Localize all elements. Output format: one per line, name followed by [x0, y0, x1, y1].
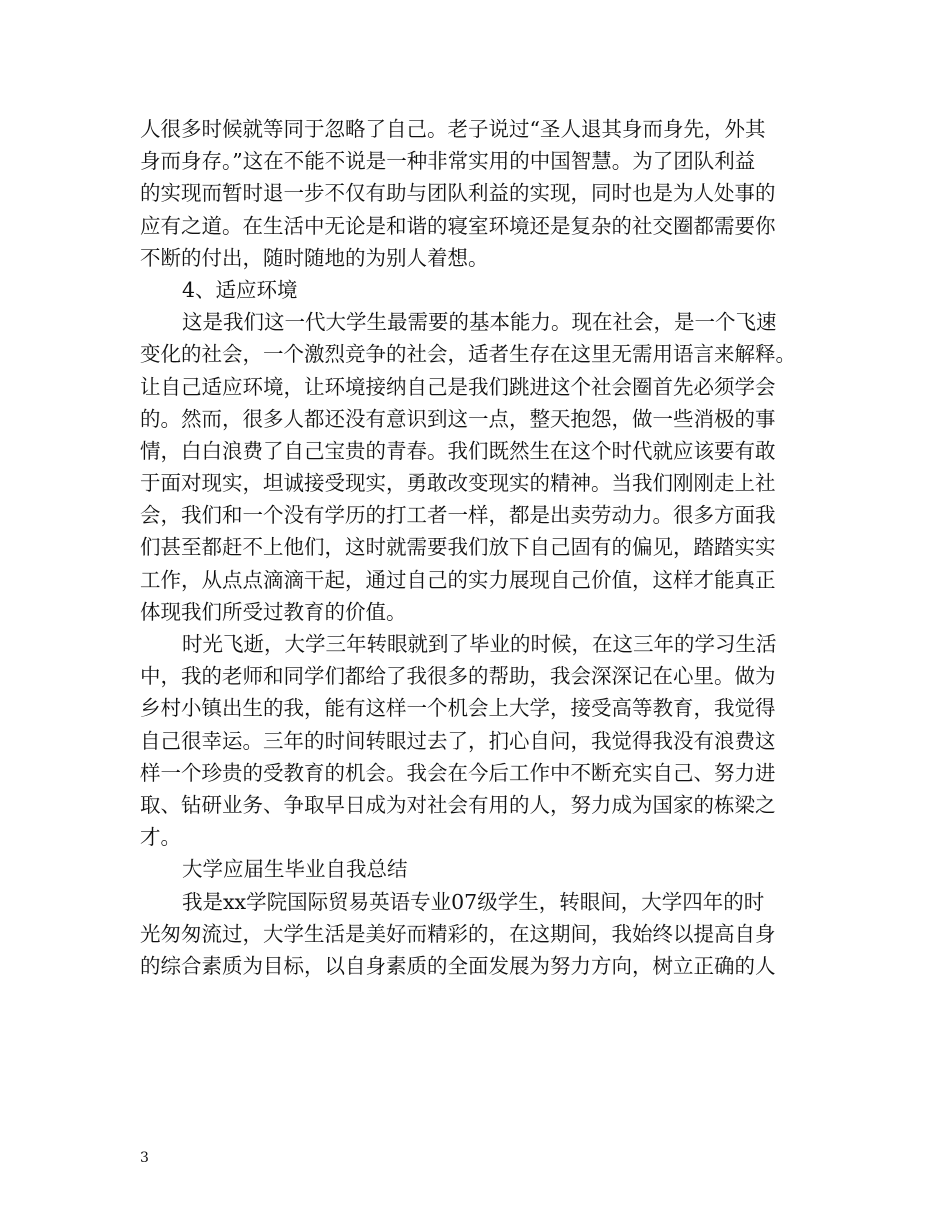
text-line: 样一个珍贵的受教育的机会。我会在今后工作中不断充实自己、努力进 [140, 760, 776, 785]
text-line: 的实现而暂时退一步不仅有助与团队利益的实现，同时也是为人处事的 [140, 181, 776, 206]
text-line: 应有之道。在生活中无论是和谐的寝室环境还是复杂的社交圈都需要你 [140, 213, 776, 238]
text-line: 的综合素质为目标，以自身素质的全面发展为努力方向，树立正确的人 [140, 953, 776, 978]
text-line: 光匆匆流过，大学生活是美好而精彩的，在这期间，我始终以提高自身 [140, 921, 776, 946]
text-line: 变化的社会，一个激烈竞争的社会，适者生存在这里无需用语言来解释。 [140, 342, 796, 367]
section-heading: 4、适应环境 [182, 277, 298, 302]
text-line: 时光飞逝，大学三年转眼就到了毕业的时候，在这三年的学习生活 [182, 632, 777, 656]
text-line: 我是xx学院国际贸易英语专业07级学生，转眼间，大学四年的时 [182, 889, 765, 914]
text-line: 于面对现实，坦诚接受现实，勇敢改变现实的精神。当我们刚刚走上社 [140, 471, 776, 496]
text-line: 乡村小镇出生的我，能有这样一个机会上大学，接受高等教育，我觉得 [140, 696, 776, 721]
section-heading: 大学应届生毕业自我总结 [182, 857, 408, 882]
text-line: 取、钻研业务、争取早日成为对社会有用的人，努力成为国家的栋梁之 [140, 792, 776, 817]
body-text [140, 113, 815, 982]
text-line: 们甚至都赶不上他们，这时就需要我们放下自己固有的偏见，踏踏实实 [140, 535, 776, 560]
text-line: 会，我们和一个没有学历的打工者一样，都是出卖劳动力。很多方面我 [140, 503, 776, 528]
text-line: 中，我的老师和同学们都给了我很多的帮助，我会深深记在心里。做为 [140, 664, 776, 689]
text-line: 让自己适应环境，让环境接纳自己是我们跳进这个社会圈首先必须学会 [140, 374, 776, 399]
text-line: 的。然而，很多人都还没有意识到这一点，整天抱怨，做一些消极的事 [140, 406, 776, 431]
text-line: 身而身存。”这在不能不说是一种非常实用的中国智慧。为了团队利益 [140, 149, 756, 174]
text-line: 才。 [140, 825, 181, 850]
text-line: 不断的付出，随时随地的为别人着想。 [140, 245, 489, 270]
text-line: 体现我们所受过教育的价值。 [140, 599, 407, 624]
text-line: 情，白白浪费了自己宝贵的青春。我们既然生在这个时代就应该要有敢 [140, 438, 776, 463]
text-line: 工作，从点点滴滴干起，通过自己的实力展现自己价值，这样才能真正 [140, 567, 776, 592]
page-number: 3 [140, 1150, 149, 1166]
text-line: 人很多时候就等同于忽略了自己。老子说过“圣人退其身而身先，外其 [140, 117, 766, 141]
text-line: 这是我们这一代大学生最需要的基本能力。现在社会，是一个飞速 [182, 310, 777, 335]
text-line: 自己很幸运。三年的时间转眼过去了，扪心自问，我觉得我没有浪费这 [140, 728, 776, 753]
